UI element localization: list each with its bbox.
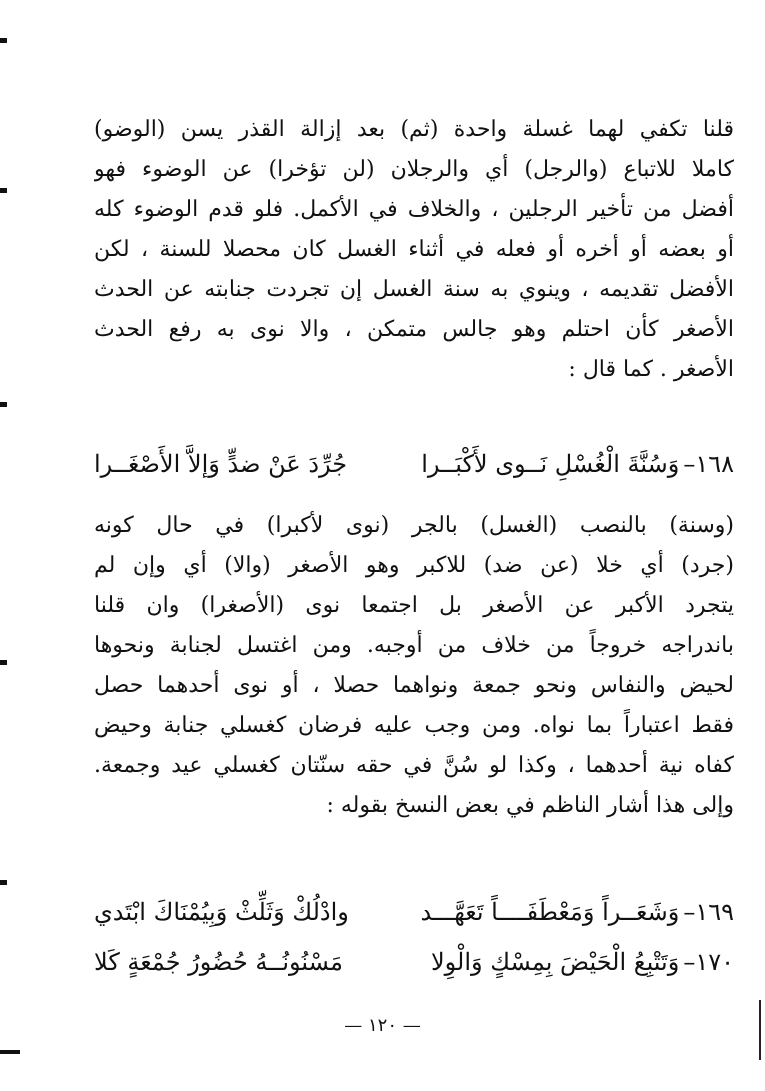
paragraph-commentary-2 bbox=[94, 506, 734, 826]
text-line: الأصغر . كما قال : bbox=[568, 357, 734, 382]
verse-170 bbox=[94, 940, 734, 984]
verse-first-hemistich bbox=[421, 898, 734, 926]
verse-169 bbox=[94, 890, 734, 934]
text-line: أو بعضه أو أخره أو فعله في أثناء الغسل كان محصلا للسنة ، لكن bbox=[94, 237, 734, 262]
text-line: كفاه نية أحدهما ، وكذا لو سُنَّ في حقه سنّتان كغسلي عيد وجمعة. bbox=[94, 753, 734, 778]
verse-first-hemistich bbox=[421, 450, 734, 478]
verse-168 bbox=[94, 442, 734, 486]
margin-mark bbox=[0, 38, 7, 43]
text-line: فقط اعتباراً بما نواه. ومن وجب عليه فرضان كغسلي جنابة وحيض bbox=[94, 713, 734, 738]
margin-mark bbox=[0, 1050, 20, 1054]
verse-text: وَسُنَّةَ الْغُسْلِ نَــوى لأَكْبَــرا bbox=[421, 450, 680, 478]
page-number: — ١٢٠ — bbox=[344, 1015, 421, 1036]
text-line: أفضل من تأخير الرجلين ، والخلاف في الأكمل. فلو قدم الوضوء كله bbox=[94, 197, 734, 222]
text-line: (جرد) أي خلا (عن ضد) للاكبر وهو الأصغر (والا) أي وإن لم bbox=[94, 553, 734, 578]
verse-number: ١٦٨– bbox=[683, 450, 734, 478]
text-line: كاملا للاتباع (والرجل) أي والرجلان (لن تؤخرا) عن الوضوء فهو bbox=[94, 157, 734, 182]
text-line: يتجرد الأكبر عن الأصغر بل اجتمعا نوى (الأصغرا) وان قلنا bbox=[94, 593, 734, 618]
paragraph-commentary-1 bbox=[94, 110, 734, 390]
text-line: الأفضل تقديمه ، وينوي به سنة الغسل إن تجردت جنابته عن الحدث bbox=[94, 277, 734, 302]
verse-text: وَتَتْبِعُ الْحَيْضَ بِمِسْكٍ وَالْوِلا bbox=[430, 948, 680, 976]
verse-text: وَشَعَــراً وَمَعْطَفَــــاً تَعَهَّـــد bbox=[420, 898, 680, 926]
verse-number: ١٧٠– bbox=[683, 948, 734, 976]
text-line: وإلى هذا أشار الناظم في بعض النسخ بقوله : bbox=[326, 793, 734, 818]
margin-mark bbox=[0, 880, 7, 885]
margin-mark bbox=[0, 660, 7, 665]
verse-first-hemistich bbox=[431, 948, 734, 976]
verse-second-hemistich: وادْلُكْ وَثَلِّثْ وَبِيُمْنَاكَ ابْتَدي bbox=[94, 898, 349, 926]
verse-second-hemistich: مَسْنُونُــهُ حُضُورُ جُمْعَةٍ كَلا bbox=[94, 948, 343, 976]
text-line: الأصغر كأن احتلم وهو جالس متمكن ، والا نوى به رفع الحدث bbox=[94, 317, 734, 342]
text-line: لحيض والنفاس ونحو جمعة ونواهما حصلا ، أو نوى أحدهما حصل bbox=[94, 673, 734, 698]
text-line: باندراجه خروجاً من خلاف من أوجبه. ومن اغتسل لجنابة ونحوها bbox=[94, 633, 734, 658]
verse-number: ١٦٩– bbox=[683, 898, 734, 926]
margin-mark bbox=[0, 402, 7, 407]
margin-mark bbox=[0, 188, 7, 193]
text-line: (وسنة) بالنصب (الغسل) بالجر (نوى لأكبرا) في حال كونه bbox=[94, 513, 734, 538]
verse-second-hemistich: جُرِّدَ عَنْ ضدٍّ وَإلاَّ الأَصْغَــرا bbox=[94, 450, 348, 478]
text-line: قلنا تكفي لهما غسلة واحدة (ثم) بعد إزالة القذر يسن (الوضو) bbox=[94, 117, 734, 142]
